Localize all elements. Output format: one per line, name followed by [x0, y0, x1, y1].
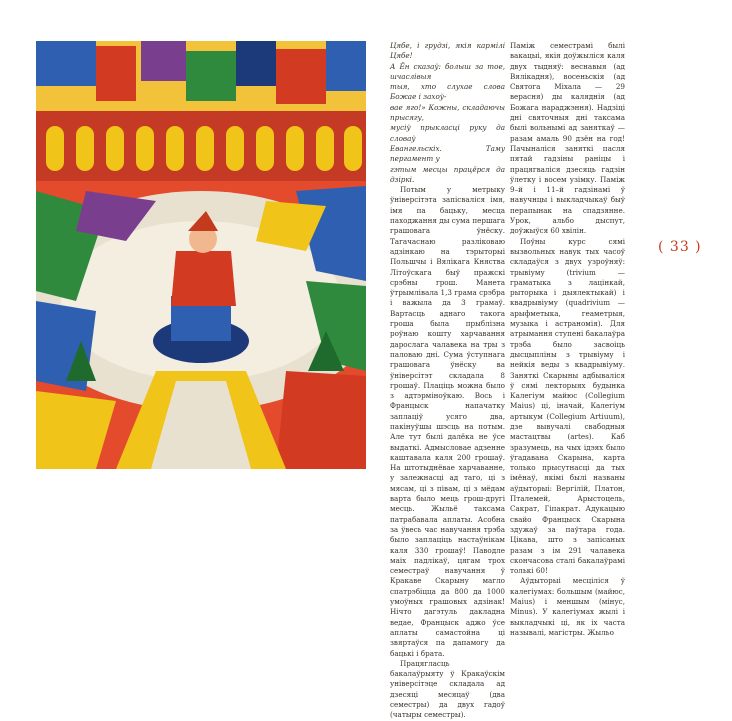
body-paragraph: Працягласць бакалаўрыяту ў Кракаўскім універсітэце складала ад дзесяці месяцаў (два семестры) да двух гадоў (чатыры семестры).	[390, 658, 505, 720]
page-number: ( 33 )	[658, 239, 702, 255]
illustration	[36, 41, 366, 469]
text-column-right	[510, 41, 625, 638]
body-paragraph: Аўдыторыі месціліся ў калегіумах: большым (майюс, Maius) і меншым (мінус, Minus). У калегіумах жылі і выкладчыкі ці, як іх часта называлі, магістры. Жыльо	[510, 576, 625, 637]
text-column-left	[390, 41, 505, 721]
quote-paragraph: Цябе, і грудзі, якія кармілі Цябе! А Ён сказаў: болыш за тое, шчаслівыя тыя, хто слухае слова Божае і захоў- вае яго!» Кожны, складаючы прысягу, мусіў прыкласці руку да словаў Евангельскіх. Таму пергамент у гэтым месцы працёрся да дзіркі.	[390, 41, 505, 184]
body-paragraph: Поўны курс сямі вызвольных навук тых часоў складаўся з двух узроўняў: трывіуму (trivium — граматыка з лацінкай, рыторыка і дыялектыкай) і квадрывіуму (quadrivium — арыфметыка, геаметрыя, музыка і астраномія). Для атрымання ступені бакалаўра трэба было засвоіць дысцыпліны з трывіуму і нейкія веды з квадрывіуму. Заняткі Скарыны адбываліся ў сямі лекторыях будынка Калегіум майюс (Collegium Maius) ці, іначай, Калегіум артыкум (Collegium Artiuum), дзе вывучалі свабодныя мастацтвы (artes). Каб зразумець, на чых ідэях было ўгадавана Скарына, карта только прысутнасці да тых імёнаў, якімі былі названы аўдыторыі: Вергілій, Платон, Пталемей, Арыстоцель, Сакрат, Гіпакрат. Адукацыю свайо Францыск Скарына здужаў за паўтара года. Цікава, што з запісаных разам з ім 291 чалавека скончасова сталі бакалаўрамі толькі 60!	[510, 236, 625, 576]
body-paragraph: Паміж семестрамі былі вакацыі, якія доўжыліся каля двух тыдняў: веснавыя (ад Вялікадня), восеньскія (ад Святога Міхала — 29 верасня) ды каляднія (ад Божага нараджэння). Надзіці дні святочныя дні таксама былі вольнымі ад заняткаў — разам амаль 90 дзён на год! Пачыналіся заняткі пасля пятай гадзіны раніцы і працягваліся дзесяць гадзін ўлетку і восем узімку. Паміж 9–й і 11–й гадзінамі ў навучнцы і выкладчыкаў быў перапынак на спадзянне. Урок, альбо дыспут, доўжыўся 60 хвілін.	[510, 41, 625, 236]
body-paragraph: Потым у метрыку ўніверсітэта запісваліся імя, імя па бацьку, месца паходжання ды сума першага грашовага ўнёску. Тагачаснаю разліковаю адзінкаю на тэрыторыі Польшчы і Вялікага Княства Літоўскага быў пражскі срэбны грош. Манета ўтрымлівала 1,3 грама срэбра і важыла да 3 грамаў. Вартасць аднаго такога гроша была прыблізна роўнаю кошту харчавання дарослага чалавека на тры з паловаю дні. Сума ўступнага грашовага ўнёску ва ўніверсітэт складала 8 грошаў. Плаціць можна было з адтэрміноўкаю. Вось і Францыск напачатку заплаціў усяго два, пакінуўшы шэсць на потым. Але тут былі далёка не ўсе выдаткі. Адмысловае адзенне каштавала каля 200 грошаў. На штотыднёвае харчаванне, у залежнасці ад таго, ці з мясам, ці з півам, ці з мёдам варта было мець грош-другі месць. Жыльё таксама патрабавала аплаты. Асобна за ўвесь час навучання трэба было заплаціць настаўнікам каля 330 грошаў! Паводле маіх падлікаў, цягам трох семестраў навучання ў Кракаве Скарыну магло спатрэбіцца да 800 да 1000 умоўных грашовых адзінак! Нічто дагэтуль дакладна ведае, Францыск аджо ўсе аплаты самастойна ці звяртаўся па дапамогу да бацькі і брата.	[390, 185, 505, 658]
